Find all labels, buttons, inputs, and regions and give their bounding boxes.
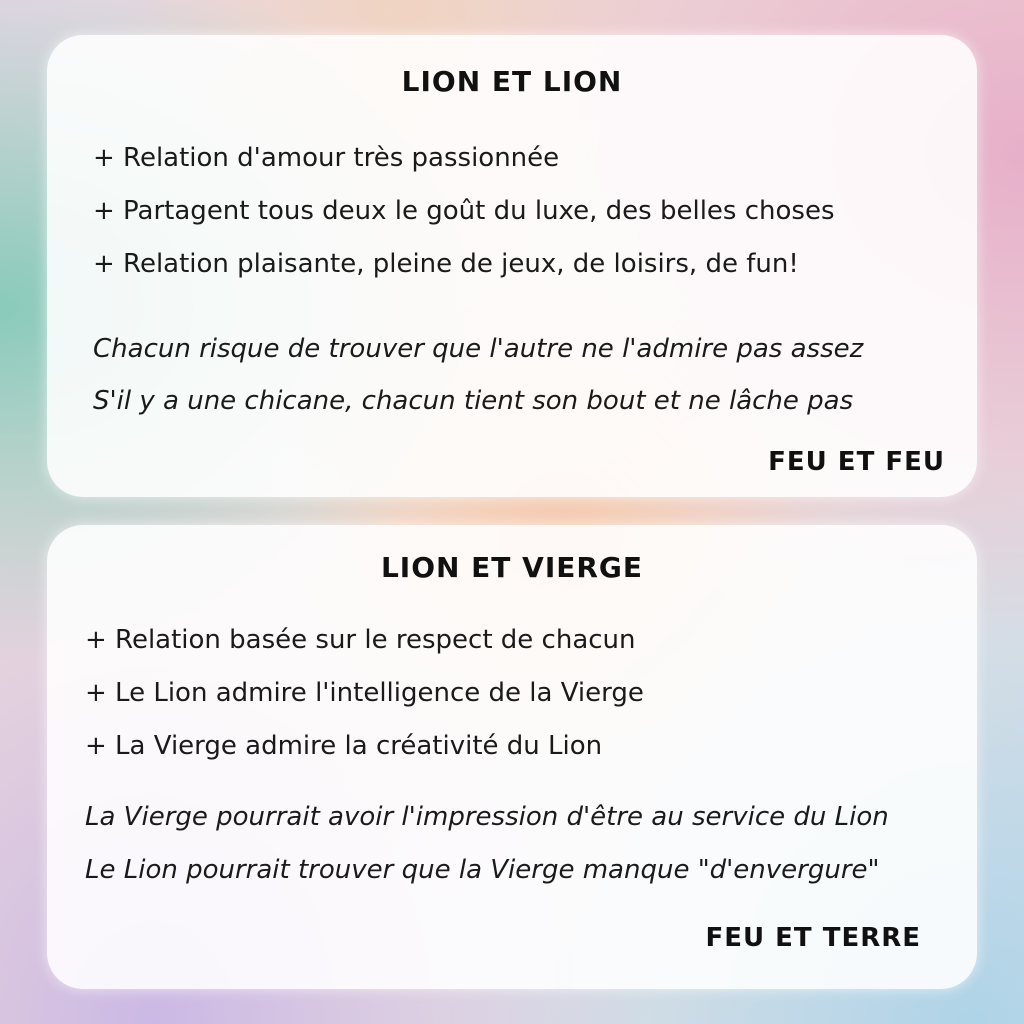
compatibility-card-lion-lion [47, 35, 977, 497]
pro-item: + Relation plaisante, pleine de jeux, de loisirs, de fun! [93, 249, 799, 279]
con-item: La Vierge pourrait avoir l'impression d'être au service du Lion [85, 802, 889, 832]
card-title: LION ET VIERGE [380, 551, 644, 584]
pro-item: + Relation d'amour très passionnée [93, 143, 560, 173]
pro-item: + Le Lion admire l'intelligence de la Vierge [85, 678, 644, 708]
pro-item: + La Vierge admire la créativité du Lion [85, 731, 603, 761]
con-item: Chacun risque de trouver que l'autre ne l'admire pas assez [93, 334, 864, 364]
con-item: Le Lion pourrait trouver que la Vierge manque "d'envergure" [85, 855, 880, 885]
element-tag: FEU ET FEU [768, 447, 945, 477]
con-item: S'il y a une chicane, chacun tient son bout et ne lâche pas [93, 386, 854, 416]
card-title: LION ET LION [401, 65, 623, 98]
pro-item: + Relation basée sur le respect de chacun [85, 625, 636, 655]
element-tag: FEU ET TERRE [705, 923, 921, 953]
pro-item: + Partagent tous deux le goût du luxe, des belles choses [93, 196, 835, 226]
compatibility-card-lion-vierge [47, 525, 977, 989]
